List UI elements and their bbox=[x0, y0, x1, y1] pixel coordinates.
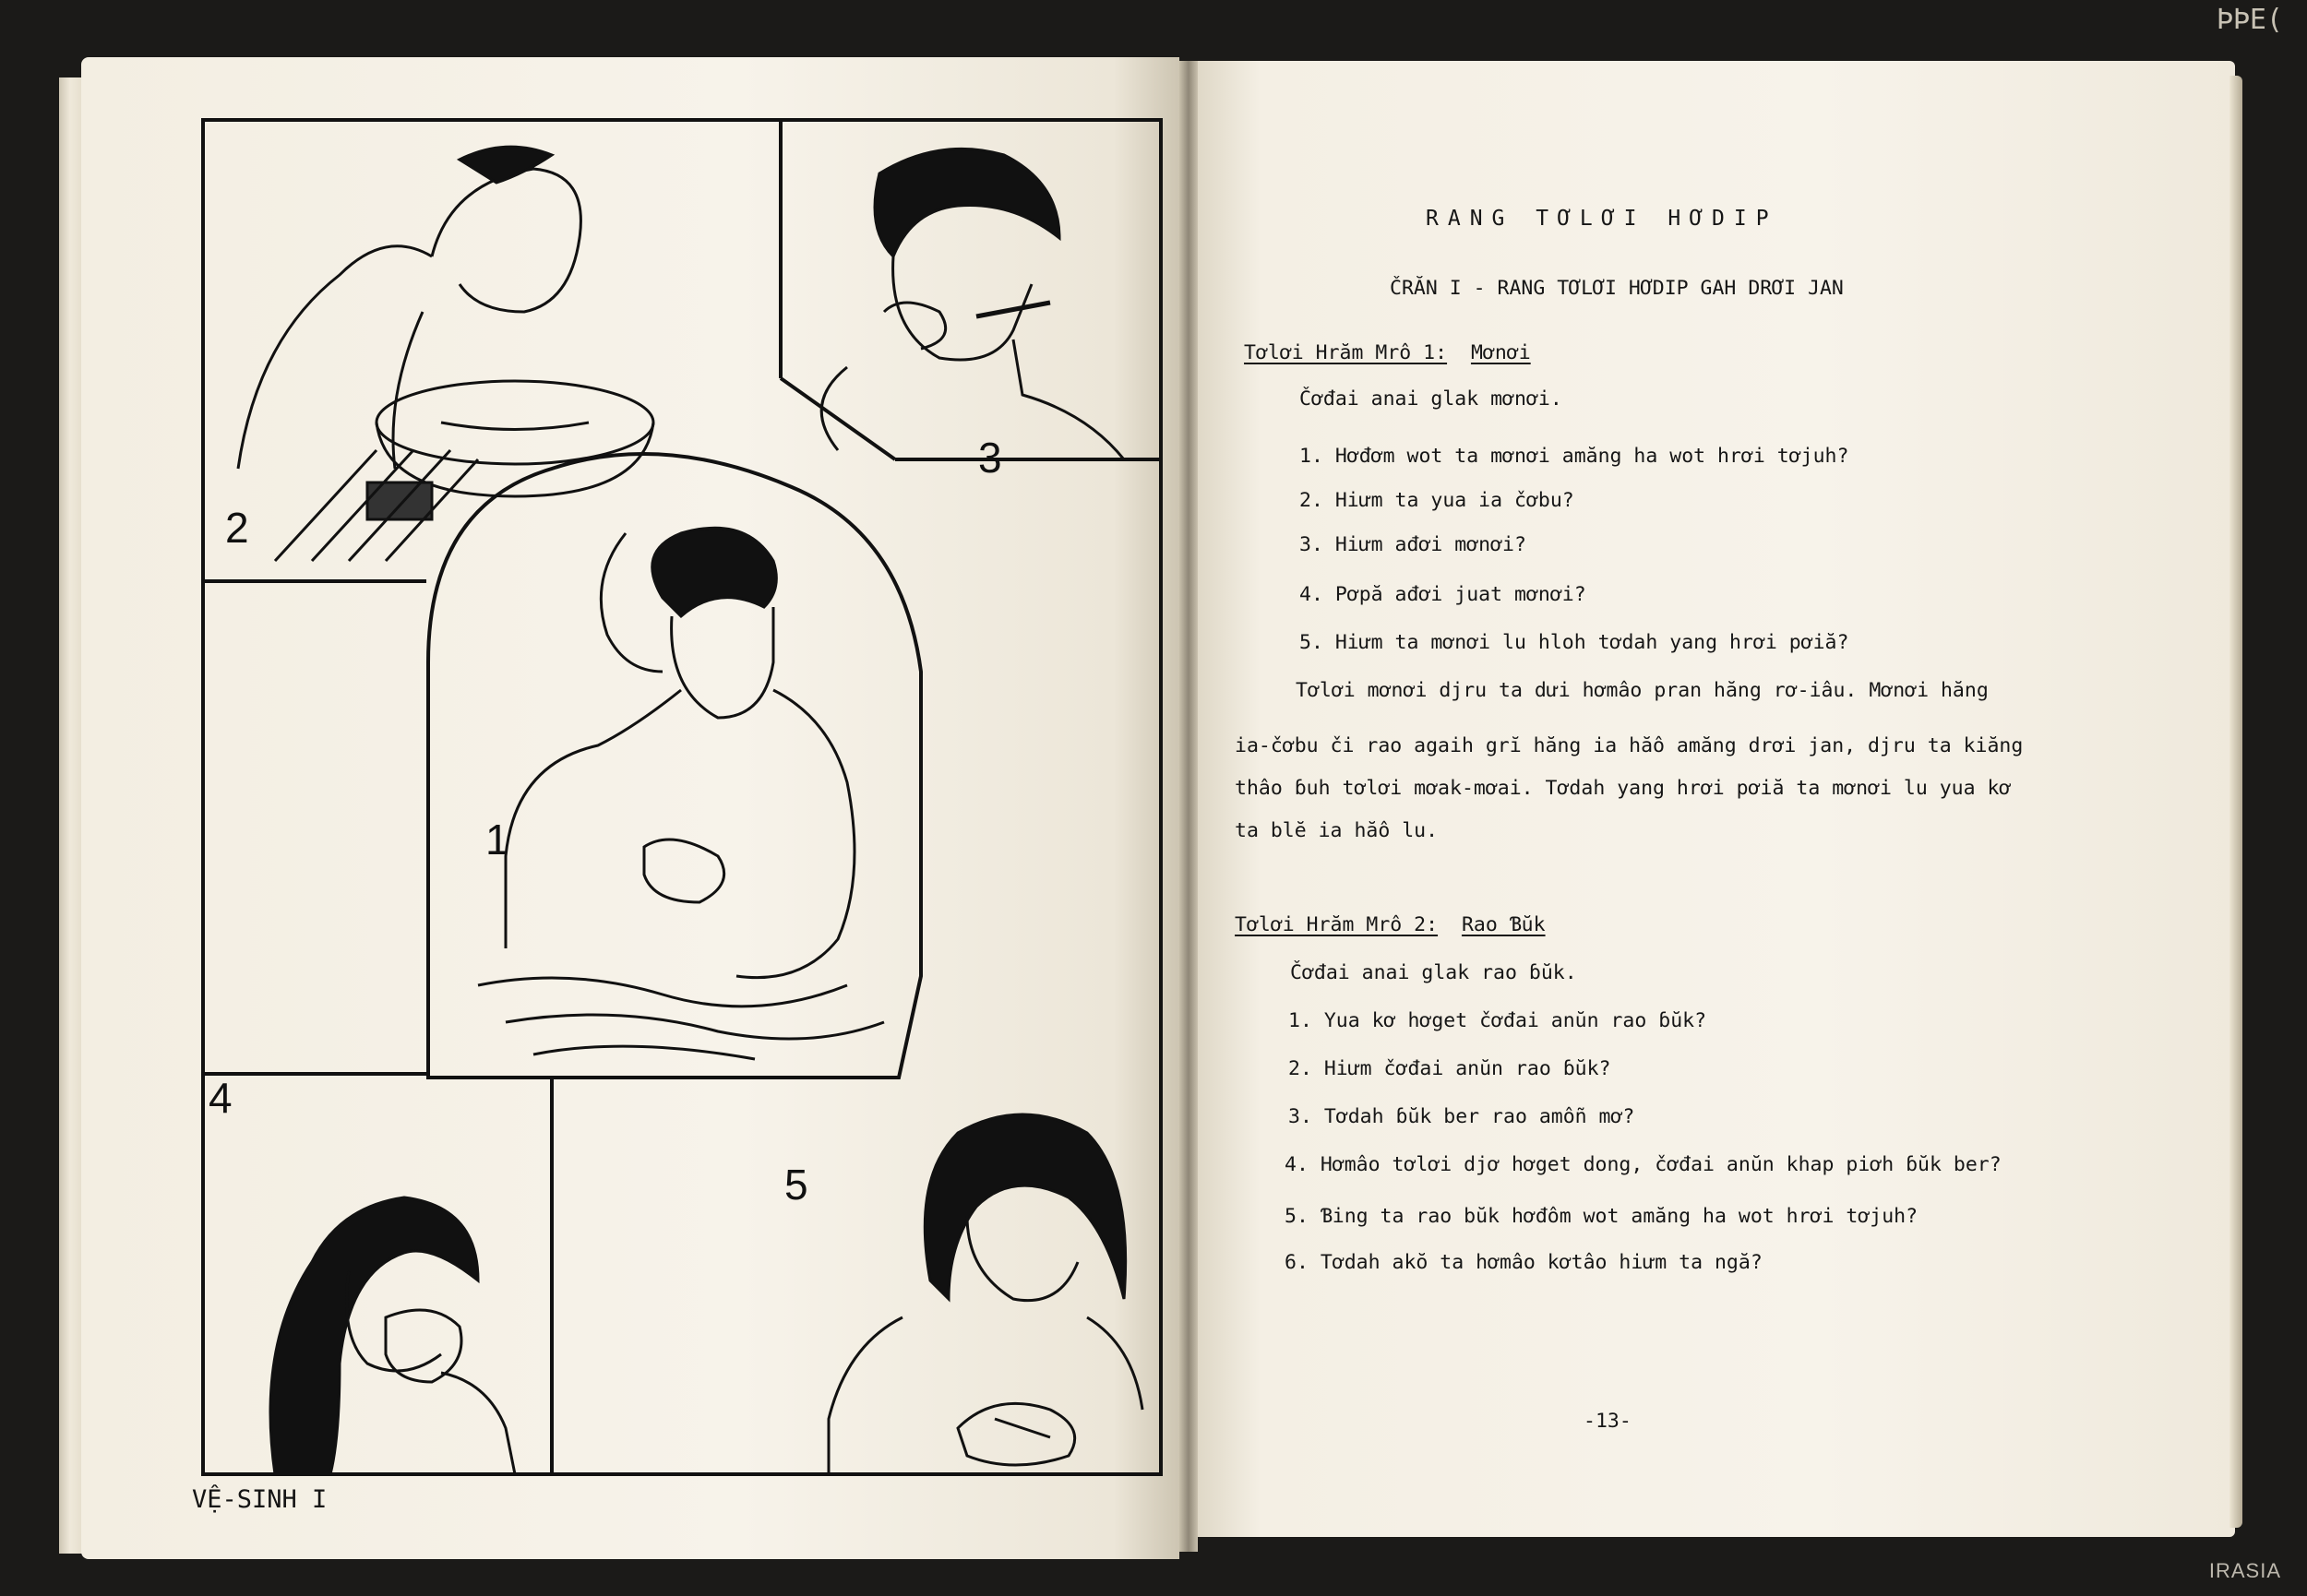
page-stack-edge-right bbox=[2229, 76, 2242, 1528]
lesson-1-question: 5. Hiưm ta mơnơi lu hloh tơdah yang hrơi pơiă? bbox=[1299, 631, 1849, 654]
lesson-2-question: 1. Yua kơ hơget čơđai anŭn rao ɓŭk? bbox=[1288, 1009, 1707, 1032]
panel-5-drawing bbox=[829, 1114, 1142, 1474]
chapter-subtitle: ČRĂN I - RANG TƠLƠI HƠDIP GAH DRƠI JAN bbox=[1390, 277, 1844, 300]
hygiene-illustration bbox=[201, 118, 1163, 1476]
panel-3-number: 3 bbox=[978, 434, 1002, 482]
lesson-1-question: 3. Hiưm ađơi mơnơi? bbox=[1299, 533, 1526, 556]
lesson-2-question: 5. Ɓing ta rao bŭk hơđôm wot amăng ha wot hrơi tơjuh? bbox=[1285, 1205, 1919, 1228]
lesson-1-question: 2. Hiưm ta yua ia čơbu? bbox=[1299, 489, 1574, 512]
book-spine bbox=[1179, 61, 1198, 1552]
page-title: RANG TƠLƠI HƠDIP bbox=[1426, 207, 1778, 231]
panel-5-number: 5 bbox=[784, 1161, 808, 1209]
lesson-1-heading bbox=[1244, 341, 1531, 364]
lesson-1-question: 4. Pơpă ađơi juat mơnơi? bbox=[1299, 583, 1586, 606]
lesson-2-question: 4. Hơmâo tơlơi djơ hơget dong, čơđai anŭn khap piơh ɓŭk ber? bbox=[1285, 1153, 2002, 1176]
lesson-2-topic: Rao Ɓŭk bbox=[1461, 913, 1546, 936]
left-page-footer: VỆ-SINH I bbox=[192, 1485, 328, 1514]
panel-1-drawing bbox=[478, 528, 884, 1059]
lesson-1-paragraph-line: ta blĕ ia hăô lu. bbox=[1235, 819, 1439, 842]
lesson-2-label: Tơlơi Hrăm Mrô 2: bbox=[1235, 913, 1439, 936]
panel-4-number: 4 bbox=[209, 1074, 233, 1122]
lesson-1-topic: Mơnơi bbox=[1470, 341, 1531, 364]
lesson-1-paragraph-line: ia-čơbu či rao agaih grĭ hăng ia hăô amăng drơi jan, djru ta kiăng bbox=[1235, 734, 2024, 757]
lesson-1-label: Tơlơi Hrăm Mrô 1: bbox=[1244, 341, 1448, 364]
lesson-2-heading bbox=[1235, 913, 1546, 936]
panel-2-drawing bbox=[238, 147, 653, 561]
watermark: IRASIA bbox=[2208, 1559, 2281, 1582]
panel-3-drawing bbox=[821, 149, 1124, 459]
lesson-1-question: 1. Hơđơm wot ta mơnơi amăng ha wot hrơi tơjuh? bbox=[1299, 445, 1849, 468]
lesson-1-paragraph-line: Tơlơi mơnơi djru ta dưi hơmâo pran hăng rơ-iâu. Mơnơi hăng bbox=[1296, 679, 1989, 702]
lesson-2-question: 6. Tơdah akŏ ta hơmâo kơtâo hiưm ta ngă? bbox=[1285, 1251, 1763, 1274]
lesson-2-question: 2. Hiưm čơđai anŭn rao ɓŭk? bbox=[1288, 1057, 1611, 1080]
lesson-1-paragraph-line: thâo ɓuh tơlơi mơak-mơai. Tơdah yang hrơi pơiă ta mơnơi lu yua kơ bbox=[1235, 777, 2012, 800]
page-number: -13- bbox=[1584, 1410, 1632, 1433]
panel-2-number: 2 bbox=[225, 504, 249, 552]
panel-4-drawing bbox=[270, 1197, 515, 1474]
lesson-2-intro: Čơđai anai glak rao ɓŭk. bbox=[1290, 961, 1577, 984]
lesson-1-intro: Čơđai anai glak mơnơi. bbox=[1299, 387, 1562, 411]
lesson-2-question: 3. Tơdah ɓŭk ber rao amôñ mơ? bbox=[1288, 1105, 1635, 1128]
corner-scan-text: ÞÞE( bbox=[2216, 4, 2283, 36]
panel-1-number: 1 bbox=[485, 816, 509, 864]
